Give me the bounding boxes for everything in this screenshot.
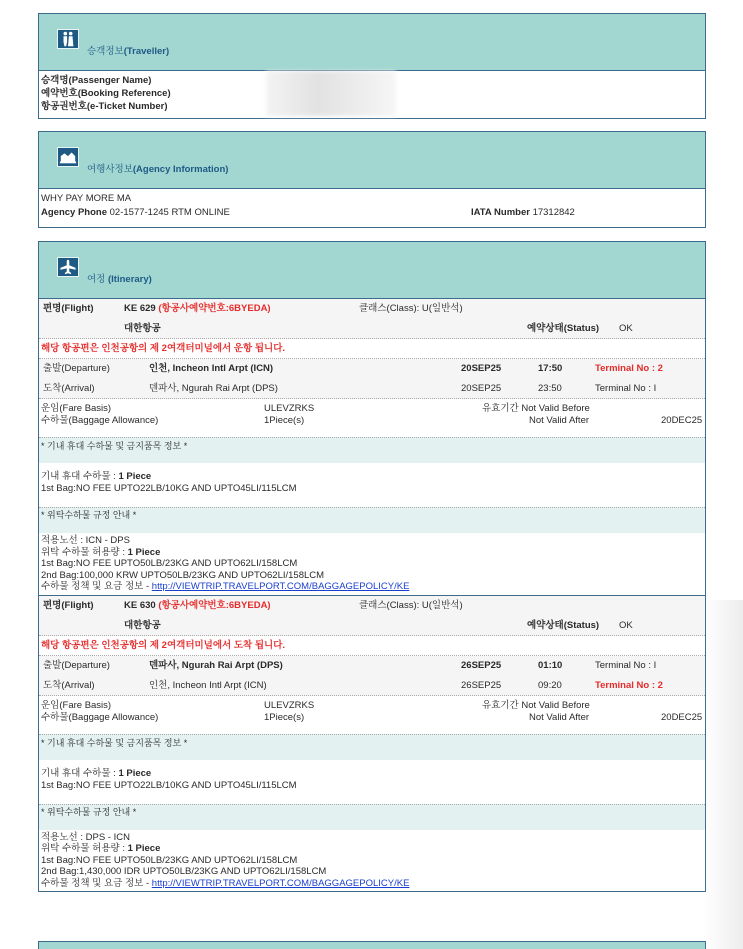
airline-pnr: (항공사예약번호:6BYEDA) bbox=[158, 599, 271, 611]
arrival-airport: 덴파사, Ngurah Rai Arpt (DPS) bbox=[149, 383, 278, 394]
e-ticket-document bbox=[38, 13, 706, 892]
agency-header bbox=[39, 132, 705, 189]
traveller-title: 승객정보(Traveller) bbox=[87, 46, 170, 57]
redacted-passenger-info bbox=[266, 71, 396, 116]
flight-number: KE 630 bbox=[124, 599, 156, 611]
agency-name: WHY PAY MORE MA bbox=[41, 193, 132, 204]
flight-label: 편명(Flight) bbox=[43, 303, 94, 314]
agency-phone: Agency Phone 02-1577-1245 RTM ONLINE bbox=[41, 207, 230, 218]
traveller-body bbox=[39, 71, 705, 118]
agency-building-icon bbox=[57, 147, 79, 167]
agency-title: 여행사정보(Agency Information) bbox=[87, 164, 229, 175]
fare-basis: ULEVZRKS bbox=[264, 699, 315, 711]
carry-on-info: 기내 휴대 수하물 : 1 Piece 1st Bag:NO FEE UPTO22LB/10KG AND UPTO45LI/115LCM bbox=[39, 760, 705, 804]
status-value: OK bbox=[619, 323, 633, 334]
passenger-name-label: 승객명(Passenger Name) bbox=[41, 75, 152, 86]
arrival-terminal: Terminal No : I bbox=[595, 383, 657, 394]
departure-terminal: Terminal No : 2 bbox=[595, 363, 663, 374]
fare-basis: ULEVZRKS bbox=[264, 403, 315, 414]
arrival-date: 26SEP25 bbox=[461, 679, 502, 691]
baggage-allowance: 1Piece(s) bbox=[264, 415, 305, 426]
airline-name: 대한항공 bbox=[124, 619, 161, 631]
checked-baggage-heading: * 위탁수하물 규정 안내 * bbox=[39, 507, 705, 533]
carry-on-info: 기내 휴대 수하물 : 1 Piece 1st Bag:NO FEE UPTO22LB/10KG AND UPTO45LI/115LCM bbox=[39, 463, 705, 507]
next-section-header bbox=[38, 941, 706, 949]
flight-segment bbox=[39, 299, 705, 595]
travellers-icon bbox=[57, 29, 79, 49]
eticket-number-label: 항공권번호(e-Ticket Number) bbox=[41, 101, 168, 112]
arrival-time: 09:20 bbox=[538, 679, 562, 691]
class-info: 클래스(Class): U(일반석) bbox=[359, 303, 463, 314]
departure-time: 01:10 bbox=[538, 659, 563, 671]
checked-baggage-heading: * 위탁수하물 규정 안내 * bbox=[39, 804, 705, 830]
booking-reference-label: 예약번호(Booking Reference) bbox=[41, 88, 171, 99]
arrival-date: 20SEP25 bbox=[461, 383, 502, 394]
traveller-section bbox=[38, 13, 706, 119]
baggage-policy-link[interactable]: http://VIEWTRIP.TRAVELPORT.COM/BAGGAGEPOLICY/KE bbox=[151, 581, 410, 592]
flight-segment bbox=[39, 595, 705, 892]
flight-label: 편명(Flight) bbox=[43, 599, 94, 611]
checked-baggage-info: 적용노선 : DPS - ICN 위탁 수하물 허용량 : 1 Piece 1st Bag:NO FEE UPTO50LB/23KG AND UPTO62LI/158LCM 2nd Bag:1,430,000 IDR UPTO50LB/23KG AND UPTO62LI/158LCM 수하물 정책 및 요금 정보 - http://VIEWTRIP.TRAVELPORT.COM/BAGGAGEPOLICY/KE bbox=[39, 830, 705, 892]
fare-info: 운임(Fare Basis) ULEVZRKS 수하물(Baggage Allowance) 1Piece(s) 유효기간 Not Valid Before Not Valid After 20DEC25 bbox=[39, 399, 705, 437]
departure-row: 출발(Departure) 인천, Incheon Intl Arpt (ICN) 20SEP25 17:50 Terminal No : 2 bbox=[39, 359, 705, 379]
agency-section bbox=[38, 131, 706, 228]
flight-row bbox=[39, 596, 705, 616]
traveller-header bbox=[39, 14, 705, 71]
airline-name: 대한항공 bbox=[124, 323, 161, 334]
airline-pnr: (항공사예약번호:6BYEDA) bbox=[158, 303, 271, 314]
arrival-airport: 인천, Incheon Intl Arpt (ICN) bbox=[149, 679, 267, 691]
agency-body bbox=[39, 189, 705, 227]
departure-date: 20SEP25 bbox=[461, 363, 502, 374]
not-valid-after: 20DEC25 bbox=[661, 415, 703, 426]
arrival-row: 도착(Arrival) 인천, Incheon Intl Arpt (ICN) 26SEP25 09:20 Terminal No : 2 bbox=[39, 676, 705, 696]
flight-number: KE 629 bbox=[124, 303, 156, 314]
carry-on-heading: * 기내 휴대 수하물 및 금지품목 정보 * bbox=[39, 437, 705, 463]
departure-time: 17:50 bbox=[538, 363, 563, 374]
airline-row bbox=[39, 616, 705, 636]
airline-row bbox=[39, 319, 705, 339]
departure-airport: 인천, Incheon Intl Arpt (ICN) bbox=[149, 363, 274, 374]
baggage-policy-link[interactable]: http://VIEWTRIP.TRAVELPORT.COM/BAGGAGEPOLICY/KE bbox=[151, 877, 410, 889]
checked-baggage-info: 적용노선 : ICN - DPS 위탁 수하물 허용량 : 1 Piece 1st Bag:NO FEE UPTO50LB/23KG AND UPTO62LI/158LCM 2nd Bag:100,000 KRW UPTO50LB/23KG AND UPTO62LI/158LCM 수하물 정책 및 요금 정보 - http://VIEWTRIP.TRAVELPORT.COM/BAGGAGEPOLICY/KE bbox=[39, 533, 705, 595]
status-value: OK bbox=[619, 619, 633, 631]
departure-date: 26SEP25 bbox=[461, 659, 502, 671]
terminal-notice: 해당 항공편은 인천공항의 제 2여객터미널에서 운항 됩니다. bbox=[39, 339, 705, 359]
terminal-notice: 해당 항공편은 인천공항의 제 2여객터미널에서 도착 됩니다. bbox=[39, 636, 705, 656]
status-label: 예약상태(Status) bbox=[527, 323, 600, 334]
baggage-allowance: 1Piece(s) bbox=[264, 711, 305, 723]
carry-on-heading: * 기내 휴대 수하물 및 금지품목 정보 * bbox=[39, 734, 705, 760]
iata-number: IATA Number 17312842 bbox=[471, 207, 575, 218]
flight-row bbox=[39, 299, 705, 319]
departure-airport: 덴파사, Ngurah Rai Arpt (DPS) bbox=[149, 659, 283, 671]
page-shadow bbox=[703, 600, 743, 949]
status-label: 예약상태(Status) bbox=[527, 619, 600, 631]
airplane-icon bbox=[57, 257, 79, 277]
itinerary-section bbox=[38, 241, 706, 892]
arrival-terminal: Terminal No : 2 bbox=[595, 679, 663, 691]
arrival-row: 도착(Arrival) 덴파사, Ngurah Rai Arpt (DPS) 20SEP25 23:50 Terminal No : I bbox=[39, 379, 705, 399]
not-valid-after: 20DEC25 bbox=[661, 711, 703, 723]
arrival-time: 23:50 bbox=[538, 383, 562, 394]
departure-row: 출발(Departure) 덴파사, Ngurah Rai Arpt (DPS) 26SEP25 01:10 Terminal No : I bbox=[39, 656, 705, 676]
class-info: 클래스(Class): U(일반석) bbox=[359, 599, 463, 611]
itinerary-header bbox=[39, 242, 705, 299]
departure-terminal: Terminal No : I bbox=[595, 659, 657, 671]
fare-info: 운임(Fare Basis) ULEVZRKS 수하물(Baggage Allowance) 1Piece(s) 유효기간 Not Valid Before Not Valid After 20DEC25 bbox=[39, 696, 705, 734]
itinerary-title: 여정 (Itinerary) bbox=[87, 274, 152, 285]
